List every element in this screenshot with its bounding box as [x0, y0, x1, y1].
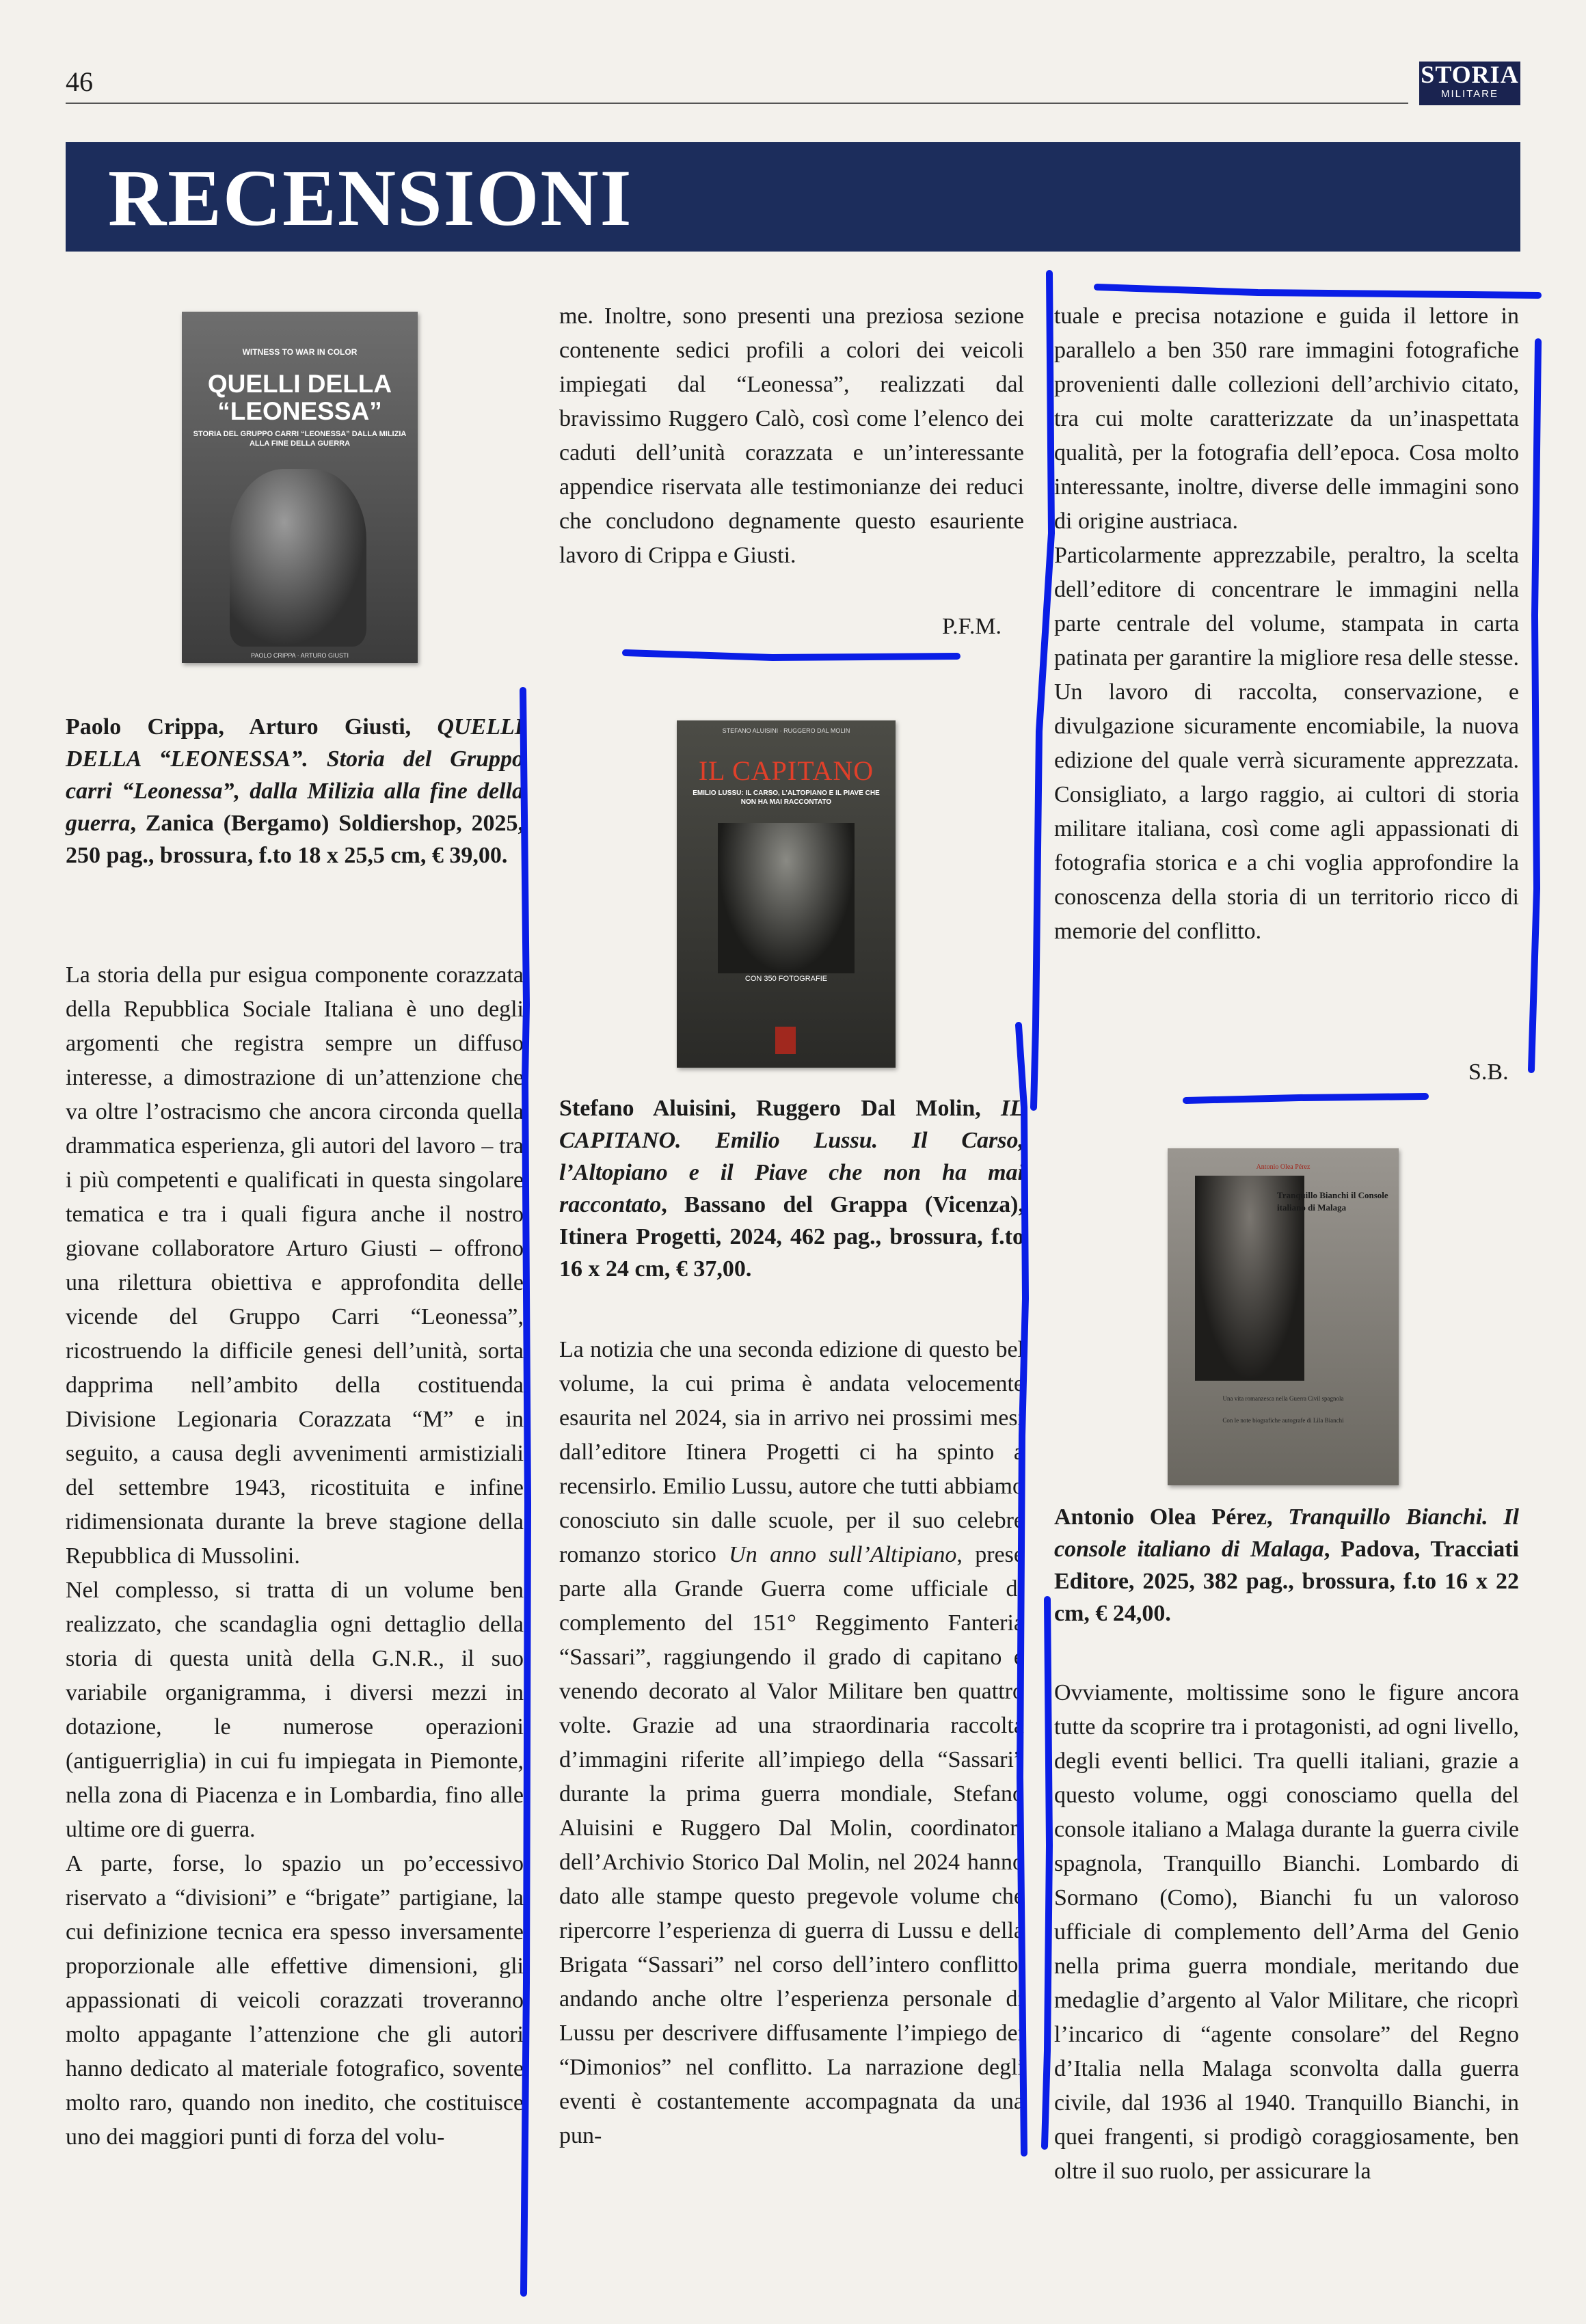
- review2-bibliographic-reference: [559, 1092, 1024, 1285]
- review1-paragraph-1: La storia della pur esigua componente corazzata della Repubblica Sociale Italiana è uno degli argomenti che registra sempre un diffuso interesse, a dimostrazione di un’attenzione che va oltre l’ostracismo che ancora circonda quella drammatica esperienza, gli autori del lavoro – tra i più competenti e qualificati in questa singolare tematica e tra i quali figura anche il nostro giovane collaboratore Arturo Giusti – offrono una rilettura obiettiva e approfondita delle vicende del Gruppo Carri “Leonessa”, ricostruendo la difficile genesi dell’unità, sorta dapprima nell’ambito della costituenda Divisione Legionaria Corazzata “M” e in seguito, a causa degli avvenimenti armistiziali del settembre 1943, ricostituita e infine ridimensionata durante la breve stagione della Repubblica di Mussolini.: [66, 962, 524, 1569]
- review2-paragraph-1: [559, 1333, 1024, 2153]
- review1-bibliographic-reference: [66, 711, 524, 871]
- review1-paragraph-4: me. Inoltre, sono presenti una preziosa sezione contenente sedici profili a colori dei veicoli impiegati dal “Leonessa”, realizzati dal bravissimo Ruggero Calò, così come l’elenco dei caduti dell’unità corazzata e un’interessante appendice riservata alle testimonianze dei reduci che concludono degnamente questo esauriente lavoro di Crippa e Giusti.: [559, 303, 1024, 568]
- novel-title: Un anno sull’Altipiano: [729, 1542, 957, 1567]
- ref-title: QUELLI DELLA “LEONESSA”. Storia del Gruppo carri “Leonessa”, dalla Milizia alla fine della guerra: [66, 714, 524, 836]
- pen-topline-col3: [1097, 287, 1538, 295]
- logo-main: STORIA: [1421, 61, 1519, 88]
- review1-paragraph-2: Nel complesso, si tratta di un volume ben realizzato, che scandaglia ogni dettaglio della storia di questa unità della G.N.R., il suo variabile organigramma, i diversi mezzi in dotazione, le numerose operazioni (antiguerriglia) in cui fu impiegata in Piemonte, nella zona di Piacenza e in Lombardia, fino alle ultime ore di guerra.: [66, 1578, 524, 1842]
- book-cover-leonessa: [182, 312, 418, 663]
- book-cover-il-capitano: [677, 720, 896, 1068]
- cover-title: Tranquillo Bianchi il Console italiano di Malaga: [1277, 1190, 1388, 1213]
- review2-paragraph-3: Particolarmente apprezzabile, peraltro, la scelta dell’editore di concentrare le immagini nella parte centrale del volume, stampata in carta patinata per garantire la migliore resa delle stesse. Un lavoro di raccolta, conservazione, e divulgazione sicuramente encomiabile, la nuova edizione del quale verrà sicuramente apprezzata. Consigliato, a largo raggio, ai cultori di storia militare italiana, così come agli appassionati di fotografia storica e a chi voglia approfondire la conoscenza della storia di un territorio ricco di memorie del conflitto.: [1054, 543, 1519, 944]
- pen-line-col3-left: [1034, 273, 1051, 1107]
- cover-authors: Antonio Olea Pérez: [1256, 1163, 1311, 1171]
- cover-subtitle: STORIA DEL GRUPPO CARRI “LEONESSA” DALLA MILIZIA ALLA FINE DELLA GUERRA: [193, 430, 407, 448]
- review2-body: [559, 1333, 1024, 2153]
- ref-details: , Zanica (Bergamo) Soldiershop, 2025, 250 pag., brossura, f.to 18 x 25,5 cm, € 39,00.: [66, 811, 524, 868]
- ref-authors: Stefano Aluisini, Ruggero Dal Molin,: [559, 1096, 1001, 1121]
- cover-title: QUELLI DELLA “LEONESSA”: [207, 370, 392, 425]
- ref-title: IL CAPITANO. Emilio Lussu. Il Carso, l’Altopiano e il Piave che non ha mai raccontato: [559, 1096, 1024, 1217]
- publisher-logo: [775, 1027, 796, 1054]
- ref-details: , Bassano del Grappa (Vicenza), Itinera Progetti, 2024, 462 pag., brossura, f.to 16 x 24 cm, € 37,00.: [559, 1192, 1024, 1282]
- pen-line-col1-right: [523, 690, 528, 2293]
- review2-signature: S.B.: [1468, 1059, 1509, 1085]
- book-cover-tranquillo-bianchi: [1168, 1148, 1399, 1485]
- review2-paragraph-2: tuale e precisa notazione e guida il lettore in parallelo a ben 350 rare immagini fotografiche provenienti dalle collezioni dell’archivio citato, tra cui molte caratterizzate da un’inaspettata qualità, per la fotografia dell’epoca. Cosa molto interessante, inoltre, diverse delle immagini sono di origine austriaca.: [1054, 303, 1519, 534]
- review3-paragraph-1: Ovviamente, moltissime sono le figure ancora tutte da scoprire tra i protagonisti, ad ogni livello, degli eventi bellici. Tra quelli italiani, grazie a questo volume, oggi conosciamo quella del console italiano a Malaga durante la guerra civile spagnola, Tranquillo Bianchi. Lombardo di Sormano (Como), Bianchi fu un valoroso ufficiale di complemento dell’Arma del Genio nella prima guerra mondiale, meritando due medaglie d’argento al Valor Militare, che ricoprì l’incarico di “agente consolare” del Regno d’Italia nella Malaga sconvolta dalla guerra civile, dal 1936 al 1940. Tranquillo Bianchi, in quei frangenti, si prodigò coraggiosamente, ben oltre il suo ruolo, per assicurare la: [1054, 1680, 1519, 2184]
- cover-series: WITNESS TO WAR IN COLOR: [242, 347, 358, 357]
- magazine-logo: [1419, 62, 1520, 105]
- pen-underline-pfm: [626, 653, 957, 658]
- logo-sub: MILITARE: [1440, 88, 1499, 100]
- ref-details: , Padova, Tracciati Editore, 2025, 382 pag., brossura, f.to 16 x 22 cm, € 24,00.: [1054, 1537, 1519, 1626]
- header-rule: [66, 103, 1408, 104]
- cover-photo: [230, 469, 366, 647]
- ref-title: Tranquillo Bianchi. Il console italiano di Malaga: [1054, 1504, 1519, 1562]
- section-title: RECENSIONI: [108, 153, 633, 243]
- review3-body: [1054, 1676, 1519, 2189]
- review1-body-continued: [559, 299, 1024, 573]
- review2-body-continued: [1054, 299, 1519, 949]
- pen-underline-sb: [1186, 1096, 1425, 1100]
- cover-photo: [718, 823, 855, 973]
- review1-signature: P.F.M.: [942, 614, 1002, 639]
- page-number: 46: [66, 66, 93, 97]
- cover-subtitle: Una vita romanzesca nella Guerra Civil spagnola: [1222, 1395, 1344, 1402]
- cover-authors: PAOLO CRIPPA · ARTURO GIUSTI: [250, 652, 349, 659]
- review2-paragraph-1-end: , prese parte alla Grande Guerra come ufficiale di complemento del 151° Reggimento Fanteria “Sassari”, raggiungendo il grado di capitano e venendo decorato al Valor Militare ben quattro volte. Grazie ad una straordinaria raccolta d’immagini riferite all’impiego della “Sassari” durante la prima guerra mondiale, Stefano Aluisini e Ruggero Dal Molin, coordinatori dell’Archivio Storico Dal Molin, nel 2024 hanno dato alle stampe questo pregevole volume che ripercorre l’esperienza di guerra di Lussu e della Brigata “Sassari” nel corso dell’intero conflitto, andando anche oltre l’esperienza personale di Lussu per descrivere diffusamente l’impiego dei “Dimonios” nel conflitto. La narrazione degli eventi è costantemente accompagnata da una pun-: [559, 1542, 1024, 2148]
- review2-paragraph-1-start: La notizia che una seconda edizione di questo bel volume, la cui prima è andata velocemente esaurita nel 2024, sia in arrivo nei prossimi mesi dall’editore Itinera Progetti ci ha spinto a recensirlo. Emilio Lussu, autore che tutti abbiamo conosciuto sin dalle scuole, per il suo celebre romanzo storico: [559, 1337, 1024, 1567]
- review3-bibliographic-reference: [1054, 1501, 1519, 1630]
- pen-line-col3-bottom: [1045, 1599, 1049, 2146]
- cover-authors: STEFANO ALUISINI · RUGGERO DAL MOLIN: [722, 727, 850, 734]
- cover-title: IL CAPITANO: [698, 755, 874, 786]
- review1-body: [66, 958, 524, 2154]
- cover-photo-count: CON 350 FOTOGRAFIE: [744, 975, 828, 983]
- review1-paragraph-3: A parte, forse, lo spazio un po’eccessivo riservato a “divisioni” e “brigate” partigiane, la cui definizione tecnica era spesso inversamente proporzionale alle effettive dimensioni, gli appassionati di veicoli corazzati troveranno molto appagante l’attenzione che gli autori hanno dedicato al materiale fotografico, sovente molto raro, quando non inedito, che costituisce uno dei maggiori punti di forza del volu-: [66, 1851, 524, 2150]
- ref-authors: Antonio Olea Pérez,: [1054, 1504, 1289, 1530]
- cover-note: Con le note biografiche autografe di Lila Bianchi: [1222, 1417, 1344, 1424]
- cover-subtitle: EMILIO LUSSU: IL CARSO, L’ALTOPIANO E IL PIAVE CHE NON HA MAI RACCONTATO: [693, 789, 880, 806]
- section-banner: [66, 142, 1520, 252]
- ref-authors: Paolo Crippa, Arturo Giusti,: [66, 714, 438, 740]
- pen-line-col3-right: [1531, 342, 1538, 1070]
